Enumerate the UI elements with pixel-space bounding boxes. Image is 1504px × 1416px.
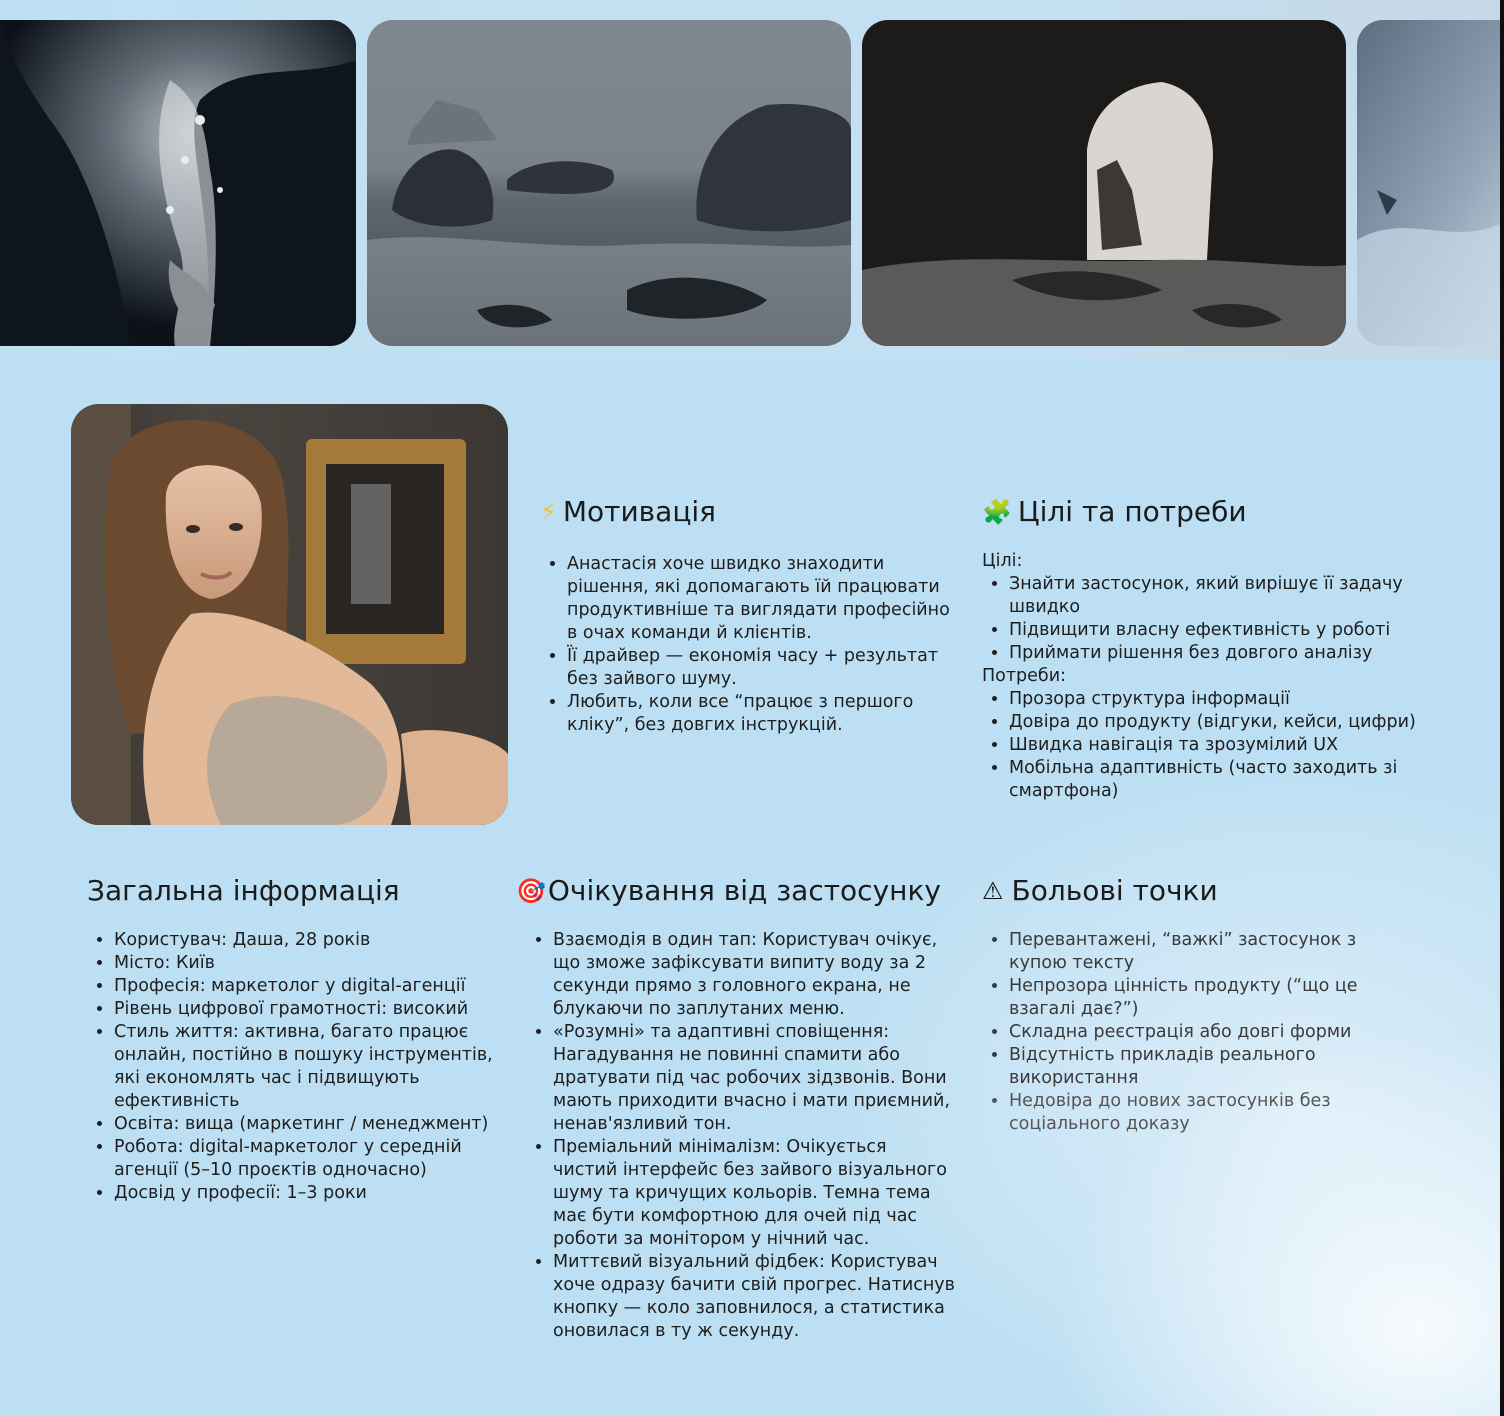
foggy-sea-rocks-image [367,20,851,346]
list-item: • «Розумні» та адаптивні сповіщення: Нагадування не повинні спамити або дратувати під час робочих зідзвонів. Вони мають приходити вчасно і мати приємний, ненав'язливий тон. [553,1021,956,1136]
list-item: • Робота: digital-маркетолог у середній агенції (5–10 проєктів одночасно) [114,1136,507,1182]
general-info-title: Загальна інформація [87,874,400,907]
list-item: • Недовіра до нових застосунків без соціального доказу [1009,1090,1402,1136]
goals-label: Цілі: [982,551,1023,571]
general-info-section [87,873,507,1205]
list-item: • Досвід у професії: 1–3 роки [114,1182,507,1205]
target-icon: 🎯 [516,877,546,905]
expectations-list [516,929,956,1343]
goals-list [982,573,1422,665]
needs-label: Потреби: [982,666,1066,686]
goals-heading [982,494,1422,530]
list-item: • Відсутність прикладів реального використання [1009,1044,1402,1090]
list-item: • Місто: Київ [114,952,507,975]
persona-portrait [71,404,508,825]
list-item: • Непрозора цінність продукту (“що це взагалі дає?”) [1009,975,1402,1021]
list-item: • Взаємодія в один тап: Користувач очікує, що зможе зафіксувати випиту воду за 2 секунди прямо з головного екрана, не блукаючи по заплутаних меню. [553,929,956,1021]
expectations-heading [516,873,956,909]
list-item: • Анастасія хоче швидко знаходити рішення, які допомагають їй працювати продуктивніше та виглядати професійно в очах команди й клієнтів. [567,553,960,645]
list-item: • Підвищити власну ефективність у роботі [1009,619,1422,642]
list-item: • Миттєвий візуальний фідбек: Користувач хоче одразу бачити свій прогрес. Натиснув кнопку — коло заповнилося, а статистика оновилася в ту ж секунду. [553,1251,956,1343]
needs-list [982,688,1422,803]
list-item: • Перевантажені, “важкі” застосунок з купою тексту [1009,929,1402,975]
list-item: • Її драйвер — економія часу + результат без зайвого шуму. [567,645,960,691]
puzzle-icon: 🧩 [982,498,1012,526]
list-item: • Приймати рішення без довгого аналізу [1009,642,1422,665]
warning-icon: ⚠ [982,877,1004,905]
goals-section [982,494,1422,803]
goals-title: Цілі та потреби [1017,495,1247,528]
list-item: • Довіра до продукту (відгуки, кейси, цифри) [1009,711,1422,734]
list-item: • Мобільна адаптивність (часто заходить зі смартфона) [1009,757,1422,803]
pain-points-title: Больові точки [1011,874,1218,907]
general-info-heading [87,873,507,909]
list-item: • Любить, коли все “працює з першого кліку”, без довгих інструкцій. [567,691,960,737]
list-item: • Рівень цифрової грамотності: високий [114,998,507,1021]
motivation-heading [540,494,960,530]
sea-cave-arch-image [862,20,1346,346]
motivation-title: Мотивація [562,495,716,528]
general-info-list [87,929,507,1205]
lightning-icon: ⚡ [540,498,557,526]
underwater-diver-image [0,20,356,346]
list-item: • Знайти застосунок, який вирішує її задачу швидко [1009,573,1422,619]
motivation-list [540,553,960,737]
pain-points-section [982,873,1402,1136]
ice-water-image [1357,20,1504,346]
list-item: • Складна реєстрація або довгі форми [1009,1021,1402,1044]
pain-points-heading [982,873,1402,909]
list-item: • Швидка навігація та зрозумілий UX [1009,734,1422,757]
expectations-section [516,873,956,1343]
expectations-title: Очікування від застосунку [547,874,941,907]
pain-points-list [982,929,1402,1136]
list-item: • Прозора структура інформації [1009,688,1422,711]
list-item: • Освіта: вища (маркетинг / менеджмент) [114,1113,507,1136]
window-edge [1500,0,1504,1416]
list-item: • Стиль життя: активна, багато працює онлайн, постійно в пошуку інструментів, які економлять час і підвищують ефективність [114,1021,507,1113]
list-item: • Користувач: Даша, 28 років [114,929,507,952]
list-item: • Преміальний мінімалізм: Очікується чистий інтерфейс без зайвого візуального шуму та кричущих кольорів. Темна тема має бути комфортною для очей під час роботи за монітором у нічний час. [553,1136,956,1251]
motivation-section [540,494,960,737]
list-item: • Професія: маркетолог у digital-агенції [114,975,507,998]
